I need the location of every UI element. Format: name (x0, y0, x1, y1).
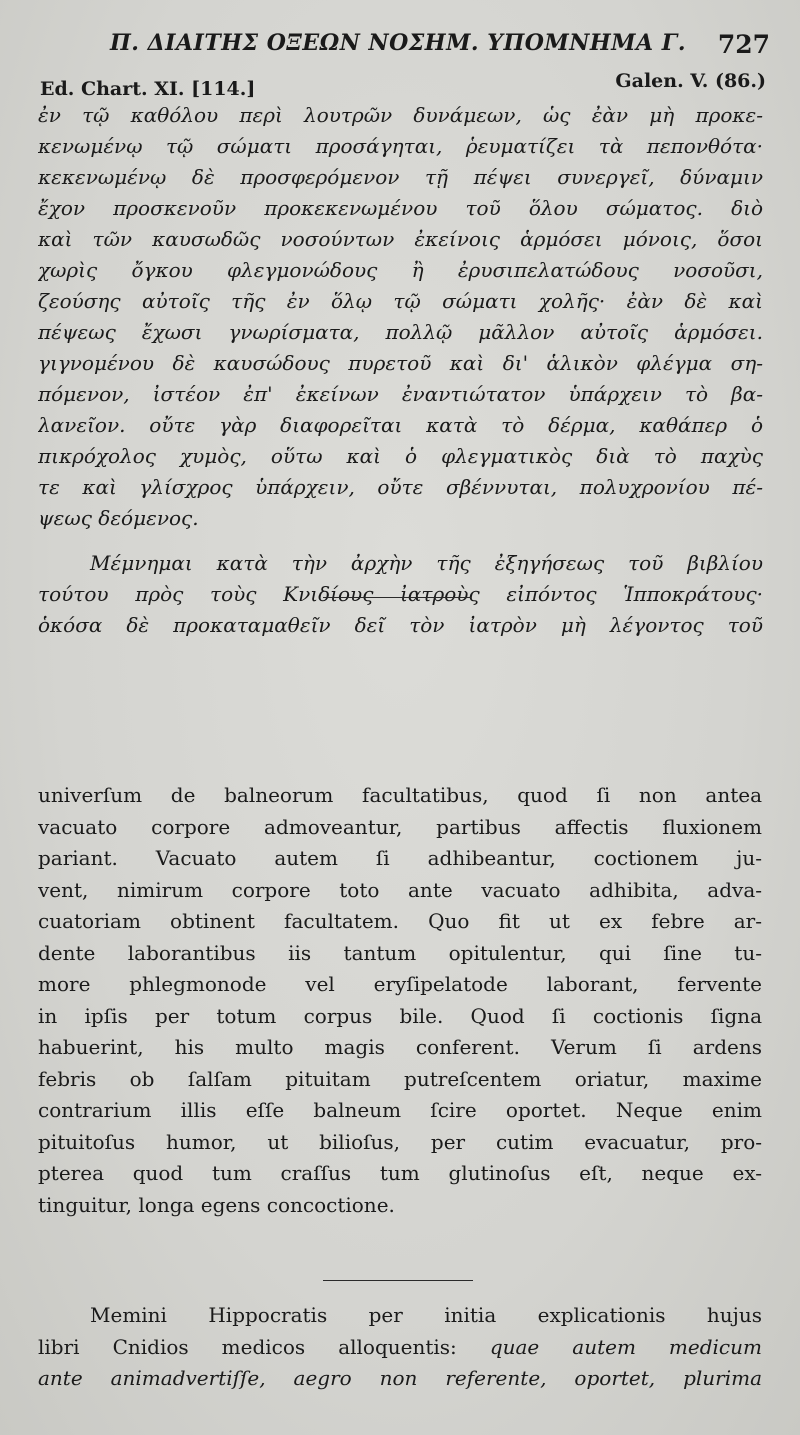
greek-line: λανεῖον. οὔτε γὰρ διαφορεῖται κατὰ τὸ δέρμα, καθάπερ ὁ (38, 413, 763, 437)
greek-line: πέψεως ἔχωσι γνωρίσματα, πολλῷ μᾶλλον αὐτοῖς ἁρμόσει. (38, 320, 763, 344)
greek-line: ὁκόσα δὲ προκαταμαθεῖν δεῖ τὸν ἰατρὸν μὴ λέγοντος τοῦ (38, 613, 763, 637)
section-divider (323, 1280, 473, 1281)
latin-line: febris ob ſalſam pituitam putreſcentem oriatur, maxime (38, 1066, 762, 1091)
greek-line: ἐν τῷ καθόλου περὶ λουτρῶν δυνάμεων, ὡς ἐὰν μὴ προκε- (38, 103, 763, 127)
latin-line: pituitoſus humor, ut bilioſus, per cutim evacuatur, pro- (38, 1129, 762, 1154)
greek-line: πόμενον, ἰστέον ἐπ' ἐκείνων ἐναντιώτατον ὑπάρχειν τὸ βα- (38, 382, 763, 406)
running-head: Π. ΔΙΑΙΤΗΣ ΟΞΕΩΝ ΝΟΣΗΜ. ΥΠΟΜΝΗΜΑ Γ. (110, 30, 687, 56)
greek-text-block (38, 100, 763, 641)
greek-line: ἔχον προσκενοῦν προκεκενωμένου τοῦ ὅλου σώματος. διὸ (38, 196, 763, 220)
latin-line: tinguitur, longa egens concoctione. (38, 1192, 395, 1217)
section-divider (323, 597, 471, 598)
page-number: 727 (717, 30, 770, 59)
latin-line: vacuato corpore admoveantur, partibus affectis fluxionem (38, 814, 762, 839)
greek-line: τούτου πρὸς τοὺς Κνιδίους ἰατροὺς εἰπόντος Ἱπποκράτους· (38, 582, 763, 606)
latin-line: univerſum de balneorum facultatibus, quod ſi non antea (38, 783, 762, 807)
greek-line: κενωμένῳ τῷ σώματι προσάγηται, ῥευματίζει τὰ πεπονθότα· (38, 134, 763, 158)
greek-line: πικρόχολος χυμὸς, οὕτω καὶ ὁ φλεγματικὸς διὰ τὸ παχὺς (38, 444, 763, 468)
latin-line: habuerint, his multo magis conferent. Verum ſi ardens (38, 1035, 762, 1059)
greek-line: καὶ τῶν καυσωδῶς νοσούντων ἐκείνοις ἁρμόσει μόνοις, ὅσοι (38, 227, 763, 251)
latin-line (38, 1332, 762, 1364)
greek-line: ψεως δεόμενος. (38, 506, 199, 530)
latin-line: more phlegmonode vel eryſipelatode laborant, fervente (38, 972, 762, 996)
latin-line: pterea quod tum craſſus tum glutinoſus eſt, neque ex- (38, 1161, 762, 1185)
greek-line: χωρὶς ὄγκου φλεγμονώδους ἢ ἐρυσιπελατώδους νοσοῦσι, (38, 258, 763, 282)
italic-quote-line: ante animadvertiſſe, aegro non referente, oportet, plurima (38, 1366, 762, 1390)
latin-line: vent, nimirum corpore toto ante vacuato adhibita, adva- (38, 877, 762, 902)
edition-reference: Ed. Chart. XI. [114.] (40, 78, 256, 100)
greek-line: κεκενωμένῳ δὲ προσφερόμενον τῇ πέψει συνεργεῖ, δύναμιν (38, 165, 763, 189)
latin-text-span: libri Cnidios medicos alloquentis: (38, 1334, 490, 1359)
greek-line: γιγνομένου δὲ καυσώδους πυρετοῦ καὶ δι' ἁλικὸν φλέγμα ση- (38, 351, 763, 375)
greek-line: τε καὶ γλίσχρος ὑπάρχειν, οὔτε σβέννυται, πολυχρονίου πέ- (38, 475, 763, 499)
italic-quote: quae autem medicum (489, 1334, 762, 1359)
galen-reference: Galen. V. (86.) (615, 70, 766, 92)
latin-line: pariant. Vacuato autem ſi adhibeantur, coctionem ju- (38, 846, 762, 870)
latin-line: dente laborantibus iis tantum opitulentur, qui ſine tu- (38, 940, 762, 965)
latin-line: Memini Hippocratis per initia explicationis hujus (90, 1303, 762, 1327)
latin-text-block (38, 780, 762, 1221)
latin-line: cuatoriam obtinent facultatem. Quo fit ut ex febre ar- (38, 909, 762, 933)
latin-line: contrarium illis eſſe balneum ſcire oportet. Neque enim (38, 1098, 762, 1122)
latin-line: in ipſis per totum corpus bile. Quod ſi coctionis ſigna (38, 1003, 762, 1028)
greek-line: ζεούσης αὐτοῖς τῆς ἐν ὅλῳ τῷ σώματι χολῆς· ἐὰν δὲ καὶ (38, 289, 763, 313)
greek-line: Μέμνημαι κατὰ τὴν ἀρχὴν τῆς ἐξηγήσεως τοῦ βιβλίου (90, 551, 763, 575)
latin-text-block-2 (38, 1300, 762, 1395)
